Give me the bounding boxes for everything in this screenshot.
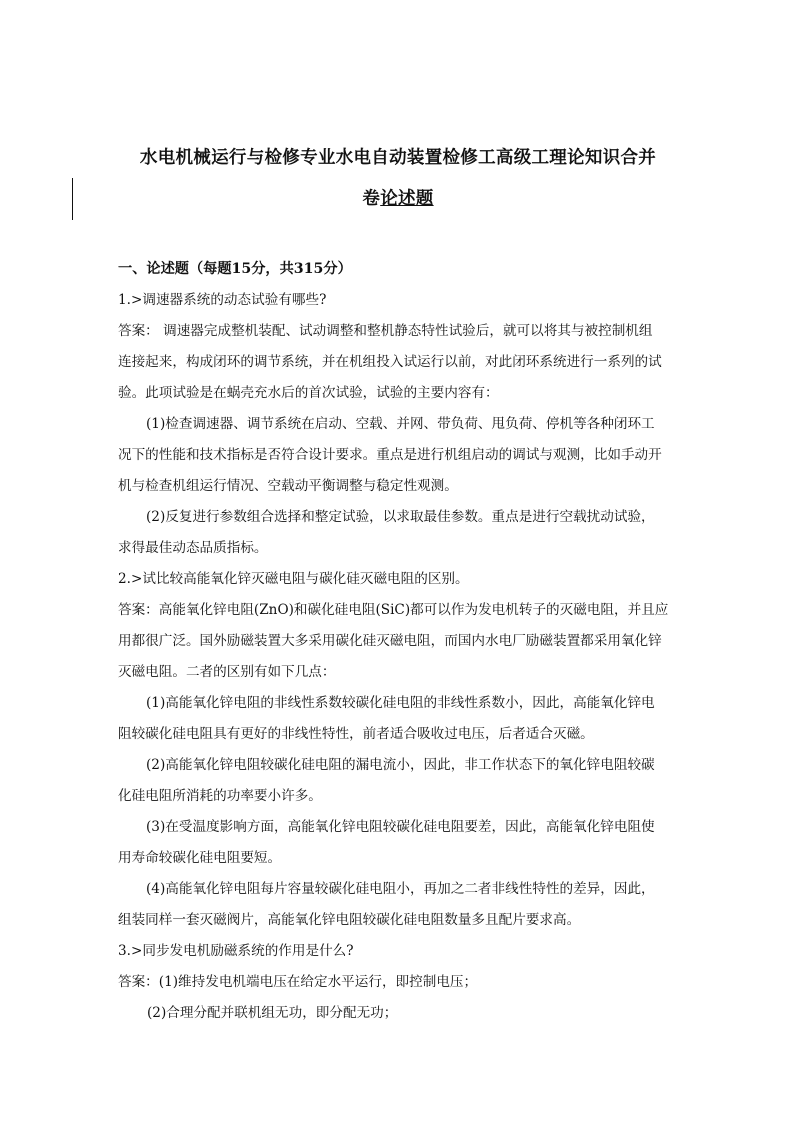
text-line: 阻较碳化硅电阻具有更好的非线性特性，前者适合吸收过电压，后者适合灭磁。 — [118, 726, 594, 742]
text-line: 答案：高能氧化锌电阻(ZnO)和碳化硅电阻(SiC)都可以作为发电机转子的灭磁电阻，并且应 — [118, 602, 669, 618]
title-prefix: 卷 — [362, 189, 381, 209]
document-body — [118, 259, 678, 1034]
text-line: 求得最佳动态品质指标。 — [118, 540, 268, 556]
text-line: 用寿命较碳化硅电阻要短。 — [118, 850, 282, 866]
text-line: (2)反复进行参数组合选择和整定试验，以求取最佳参数。重点是进行空载扰动试验， — [146, 509, 655, 525]
text-line: (1)检查调速器、调节系统在启动、空载、并网、带负荷、甩负荷、停机等各种闭环工 — [146, 416, 655, 432]
section-heading: 一、论述题（每题15分，共315分） — [118, 261, 352, 277]
text-line: 1.>调速器系统的动态试验有哪些? — [118, 292, 327, 308]
text-line: 3.>同步发电机励磁系统的作用是什么? — [118, 943, 354, 959]
text-line: 用都很广泛。国外励磁装置大多采用碳化硅灭磁电阻，而国内水电厂励磁装置都采用氧化锌 — [118, 633, 662, 649]
text-line: 组装同样一套灭磁阀片，高能氧化锌电阻较碳化硅电阻数量多且配片要求高。 — [118, 912, 581, 928]
document-title-line-2 — [118, 191, 678, 209]
text-line: 连接起来，构成闭环的调节系统，并在机组投入试运行以前，对此闭环系统进行一系列的试 — [118, 354, 662, 370]
text-line: (1)高能氧化锌电阻的非线性系数较碳化硅电阻的非线性系数小，因此，高能氧化锌电 — [146, 695, 655, 711]
text-line: 机与检查机组运行情况、空载动平衡调整与稳定性观测。 — [118, 478, 458, 494]
title-underlined-text: 论述题 — [380, 189, 434, 209]
text-line: 化硅电阻所消耗的功率要小许多。 — [118, 788, 322, 804]
text-line: 答案： 调速器完成整机装配、试动调整和整机静态特性试验后，就可以将其与被控制机组 — [118, 323, 653, 339]
text-line: (2)合理分配并联机组无功，即分配无功； — [147, 1005, 398, 1021]
text-line: (3)在受温度影响方面，高能氧化锌电阻较碳化硅电阻要差，因此，高能氧化锌电阻使 — [146, 819, 655, 835]
margin-bar — [72, 178, 73, 220]
text-line: 2.>试比较高能氧化锌灭磁电阻与碳化硅灭磁电阻的区别。 — [118, 571, 469, 587]
text-line: (2)高能氧化锌电阻较碳化硅电阻的漏电流小，因此，非工作状态下的氧化锌电阻较碳 — [146, 757, 655, 773]
document-title-line-1: 水电机械运行与检修专业水电自动装置检修工高级工理论知识合并 — [139, 148, 657, 168]
text-line: 况下的性能和技术指标是否符合设计要求。重点是进行机组启动的调试与观测，比如手动开 — [118, 447, 662, 463]
text-line: 验。此项试验是在蜗壳充水后的首次试验，试验的主要内容有： — [118, 385, 499, 401]
text-line: 灭磁电阻。二者的区别有如下几点： — [118, 664, 336, 680]
text-line: 答案：(1)维持发电机端电压在给定水平运行，即控制电压； — [118, 974, 478, 990]
text-line: (4)高能氧化锌电阻每片容量较碳化硅电阻小，再加之二者非线性特性的差异，因此， — [146, 881, 655, 897]
